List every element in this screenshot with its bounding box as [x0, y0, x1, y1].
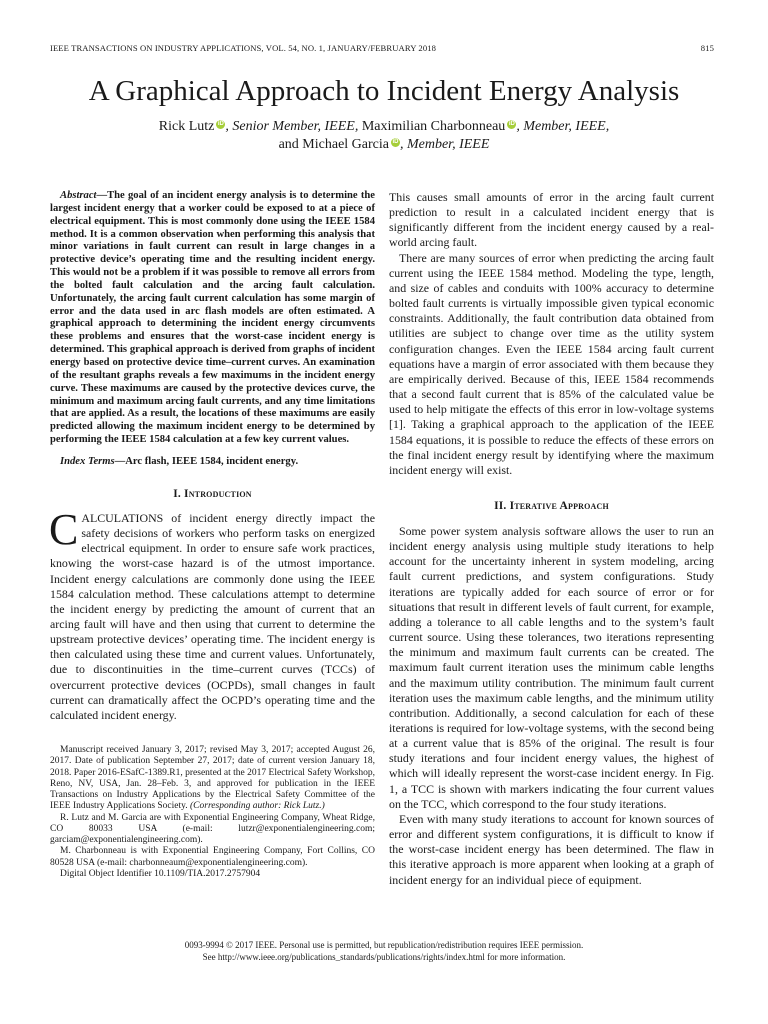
abstract — [50, 190, 375, 447]
body-paragraph: This causes small amounts of error in the arcing fault current prediction to result in a calculated incident energy that is significantly different from the incident energy caused by a real-world arcing fault. — [389, 190, 714, 250]
left-column — [50, 190, 375, 880]
copyright-footer — [0, 939, 768, 963]
abstract-text: —The goal of an incident energy analysis is to determine the largest incident energy that a worker could be exposed to at a piece of electrical equipment. This is most commonly done using the IEEE 1584 method. It is a common observation when performing this analysis that minor variations in fault current can result in large changes in a protective device’s operating time and the resulting incident energy. This would not be a problem if it was possible to remove all errors from the bolted fault calculation and the arcing fault calculation. Unfortunately, the arcing fault current calculation has some margin of error and the data used in arc flash models are often estimated. A graphical approach to determining the incident energy circumvents these problems and ensures that the worst-case incident energy is determined. This graphical approach is derived from graphs of incident energy based on protective device time–current curves. An examination of the resultant graphs reveals a few maximums in the incident energy curve. These maximums are caused by the protective devices curve, the minimum and maximum arcing fault currents, and any time limitations that are applied. As a result, the locations of these maximums are easily predicted allowing the maximum incident energy to be determined by performing the IEEE 1584 calculation at a few key current values. — [50, 190, 375, 446]
paper-title: A Graphical Approach to Incident Energy Analysis — [88, 75, 680, 107]
index-terms — [50, 455, 375, 468]
body-paragraph: Some power system analysis software allows the user to run an incident energy analysis using multiple study iterations to help account for the uncertainty inherent in system modeling, arcing fault current predictions, and system configurations. Study iterations are typically added for each source of error or for situations that result in different levels of fault current, for example, adding a tolerance to all cable lengths and to the system’s fault current source. Using these tolerances, two iterations representing the minimum and maximum fault currents can be created. The maximum fault current iteration uses the minimum cable lengths and the maximum utility contribution. The minimum fault current iteration uses the maximum cable lengths, and the minimum utility contribution. Additionally, a second calculation for each of these iterations is required for low-voltage systems, with the second being at a current value that is 85% of the original. The result is four study iterations and four incident energy values, the highest of which will ideally represent the worst-case incident energy. In Fig. 1, a TCC is shown with markers indicating the four current values on the TCC, which correspond to the four study iterations. — [389, 523, 714, 811]
footnote-affiliation: M. Charbonneau is with Exponential Engineering Company, Fort Collins, CO 80528 USA (e-mail: charbonneaum@exponentialengineering.com). — [50, 846, 375, 868]
footnotes — [50, 745, 375, 880]
index-terms-label: Index Terms — [60, 455, 115, 467]
orcid-icon[interactable]: iD — [508, 121, 515, 127]
journal-citation: IEEE TRANSACTIONS ON INDUSTRY APPLICATIONS, VOL. 54, NO. 1, JANUARY/FEBRUARY 2018 — [50, 43, 437, 53]
permissions-link[interactable]: See http://www.ieee.org/publications_standards/publications/rights/index.html for more information. — [202, 952, 566, 962]
copyright-line: 0093-9994 © 2017 IEEE. Personal use is permitted, but republication/redistribution requires IEEE permission. — [184, 940, 584, 950]
index-terms-text: —Arc flash, IEEE 1584, incident energy. — [114, 455, 299, 467]
body-paragraph: Even with many study iterations to account for known sources of error and different system configurations, it is difficult to know if the worst-case incident energy has been determined. The flaw in this iterative approach is more apparent when looking at a graph of incident energy for an individual piece of equipment. — [389, 811, 714, 887]
author-name: and Michael Garcia — [278, 137, 389, 152]
section-heading-introduction: I. Introduction — [173, 487, 252, 500]
author-line-2 — [0, 136, 768, 154]
footnote-received-text: Manuscript received January 3, 2017; revised May 3, 2017; accepted August 26, 2017. Date of publication September 27, 2017; date of current version January 18, 2018. Paper 2016-ESafC-1389.R1, presented at the 2017 Electrical Safety Workshop, Reno, NV, USA, Jan. 28–Feb. 3, and approved for publication in the IEEE Transactions on Industry Applications by the Electrical Safety Committee of the IEEE Industry Applications Society. — [50, 745, 375, 812]
footnote-received — [50, 745, 375, 813]
author-line-1 — [0, 118, 768, 136]
orcid-icon[interactable]: iD — [217, 121, 224, 127]
author-list — [0, 118, 768, 154]
drop-cap: C — [49, 504, 79, 554]
introduction-paragraph — [49, 504, 375, 723]
right-column — [389, 190, 714, 888]
section-heading-iterative-approach: II. Iterative Approach — [494, 499, 609, 512]
introduction-text: ALCULATIONS of incident energy directly impact the safety decisions of workers who perform tasks on energized electrical equipment. In order to ensure safe work practices, knowing the worst-case hazard is of the utmost importance. Incident energy calculations are commonly done using the IEEE 1584 calculation method. These calculations attempt to determine the incident energy by predicting the amount of current that an arcing fault will have and then using that current to determine the upstream protective devices’ operating time. The incident energy is then calculated using these time and current values. Unfortunately, due to discontinuities in the time–current curves (TCCs) of overcurrent protective devices (OCPDs), small changes in fault current can dramatically affect the OCPD’s operating time and the calculated incident energy. — [50, 510, 375, 722]
footnote-doi: Digital Object Identifier 10.1109/TIA.2017.2757904 — [60, 868, 261, 879]
author-affiliation-role: , Member, IEEE — [399, 137, 490, 152]
author-affiliation-role: , Senior Member, IEEE, — [225, 119, 359, 134]
running-head — [50, 43, 714, 55]
author-name: Rick Lutz — [158, 119, 215, 134]
body-paragraph: There are many sources of error when predicting the arcing fault current using the IEEE 1584 method. Modeling the type, length, and size of cables and conduits with 100% accuracy to determine bolted fault currents is virtually impossible given typical economic constraints. Additionally, the fault contribution data obtained from utilities are subject to change over time as the utility system configuration changes. Even the IEEE 1584 arcing fault current equations have a margin of error associated with them because they are empirically derived. Because of this, IEEE 1584 recommends that a second fault current that is 85% of the calculated value be used to help mitigate the effects of this error in low-voltage systems [1]. Taking a graphical approach to the application of the IEEE 1584 equations, it is possible to reduce the effects of these errors on the final incident energy result by identifying where the maximum incident energy will exist. — [389, 250, 714, 477]
abstract-label: Abstract — [60, 190, 97, 201]
footnote-corresponding-author: (Corresponding author: Rick Lutz.) — [190, 801, 325, 812]
footnote-affiliation: R. Lutz and M. Garcia are with Exponential Engineering Company, Wheat Ridge, CO 80033 USA (e-mail: lutzr@exponentialengineering.com; garciam@exponentialengineering.com). — [50, 812, 375, 846]
page-number: 815 — [700, 43, 714, 53]
author-name: Maximilian Charbonneau — [361, 119, 506, 134]
orcid-icon[interactable]: iD — [392, 139, 399, 145]
author-affiliation-role: , Member, IEEE, — [516, 119, 610, 134]
